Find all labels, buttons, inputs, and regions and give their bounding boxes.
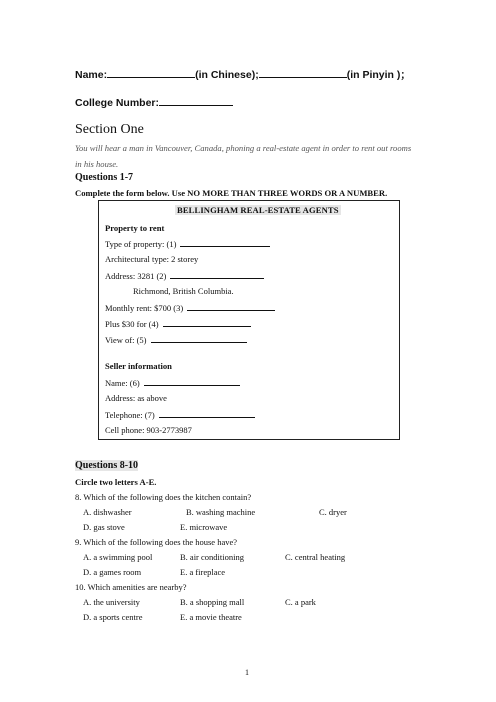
answer-3-blank[interactable] [187, 302, 275, 311]
answer-4-blank[interactable] [163, 318, 251, 327]
questions-8-10-heading [75, 460, 138, 471]
college-number-blank[interactable] [159, 96, 233, 106]
intro-line-2: in his house. [75, 159, 119, 169]
q9-option-a[interactable]: A. a swimming pool [83, 552, 153, 562]
pinyin-blank[interactable] [259, 68, 347, 78]
q8-option-c[interactable]: C. dryer [319, 507, 347, 517]
q8-option-d[interactable]: D. gas stove [83, 522, 125, 532]
answer-7-blank[interactable] [159, 409, 255, 418]
seller-name-label: Name: (6) [105, 378, 140, 388]
section-intro [75, 140, 445, 172]
q8-option-e[interactable]: E. microwave [180, 522, 228, 532]
telephone-row [105, 409, 255, 420]
question-9: 9. Which of the following does the house have? [75, 537, 238, 547]
question-8: 8. Which of the following does the kitchen contain? [75, 492, 252, 502]
q9-option-d[interactable]: D. a games room [83, 567, 142, 577]
section-title: Section One [75, 122, 144, 137]
cell-phone: Cell phone: 903-2773987 [105, 425, 192, 435]
seller-name-row [105, 377, 240, 388]
answer-5-blank[interactable] [151, 334, 247, 343]
view-row [105, 334, 247, 345]
property-heading: Property to rent [105, 223, 165, 233]
architectural-type: Architectural type: 2 storey [105, 254, 199, 264]
seller-heading: Seller information [105, 361, 172, 371]
address-row [105, 270, 264, 281]
type-label: Type of property: (1) [105, 239, 177, 249]
chinese-label: (in Chinese); [195, 69, 259, 81]
college-label: College Number: [75, 97, 160, 109]
questions-1-7-heading: Questions 1-7 [75, 172, 134, 183]
q9-option-c[interactable]: C. central heating [285, 552, 346, 562]
question-10: 10. Which amenities are nearby? [75, 582, 187, 592]
answer-6-blank[interactable] [144, 377, 240, 386]
rent-label: Monthly rent: $700 (3) [105, 303, 184, 313]
answer-1-blank[interactable] [180, 238, 270, 247]
name-blank[interactable] [107, 68, 195, 78]
q10-option-d[interactable]: D. a sports centre [83, 612, 143, 622]
questions-8-10-instruction: Circle two letters A-E. [75, 477, 157, 487]
name-label: Name: [75, 69, 108, 81]
q9-option-e[interactable]: E. a fireplace [180, 567, 226, 577]
plus-row [105, 318, 251, 329]
q9-option-b[interactable]: B. air conditioning [180, 552, 244, 562]
q8-option-b[interactable]: B. washing machine [186, 507, 256, 517]
monthly-rent-row [105, 302, 275, 313]
address-city: Richmond, British Columbia. [133, 286, 234, 296]
q10-option-e[interactable]: E. a movie theatre [180, 612, 242, 622]
type-of-property-row [105, 238, 270, 249]
questions-8-10-heading-text: Questions 8-10 [75, 460, 139, 471]
q10-option-a[interactable]: A. the university [83, 597, 140, 607]
pinyin-label: (in Pinyin )； [346, 69, 411, 81]
address-label: Address: 3281 (2) [105, 271, 167, 281]
plus-label: Plus $30 for (4) [105, 319, 159, 329]
q10-option-c[interactable]: C. a park [285, 597, 316, 607]
intro-line-1: You will hear a man in Vancouver, Canada, phoning a real-estate agent in order to rent out rooms [75, 143, 412, 153]
student-info-line [75, 67, 411, 82]
view-label: View of: (5) [105, 335, 147, 345]
college-number-line [75, 96, 233, 109]
rental-form [98, 200, 400, 440]
page-number: 1 [245, 668, 249, 677]
q10-option-b[interactable]: B. a shopping mall [180, 597, 245, 607]
form-title: BELLINGHAM REAL-ESTATE AGENTS [177, 205, 339, 215]
questions-1-7-instruction: Complete the form below. Use NO MORE THAN THREE WORDS OR A NUMBER. [75, 188, 388, 198]
seller-address: Address: as above [105, 393, 167, 403]
answer-2-blank[interactable] [170, 270, 264, 279]
telephone-label: Telephone: (7) [105, 410, 155, 420]
q8-option-a[interactable]: A. dishwasher [83, 507, 132, 517]
